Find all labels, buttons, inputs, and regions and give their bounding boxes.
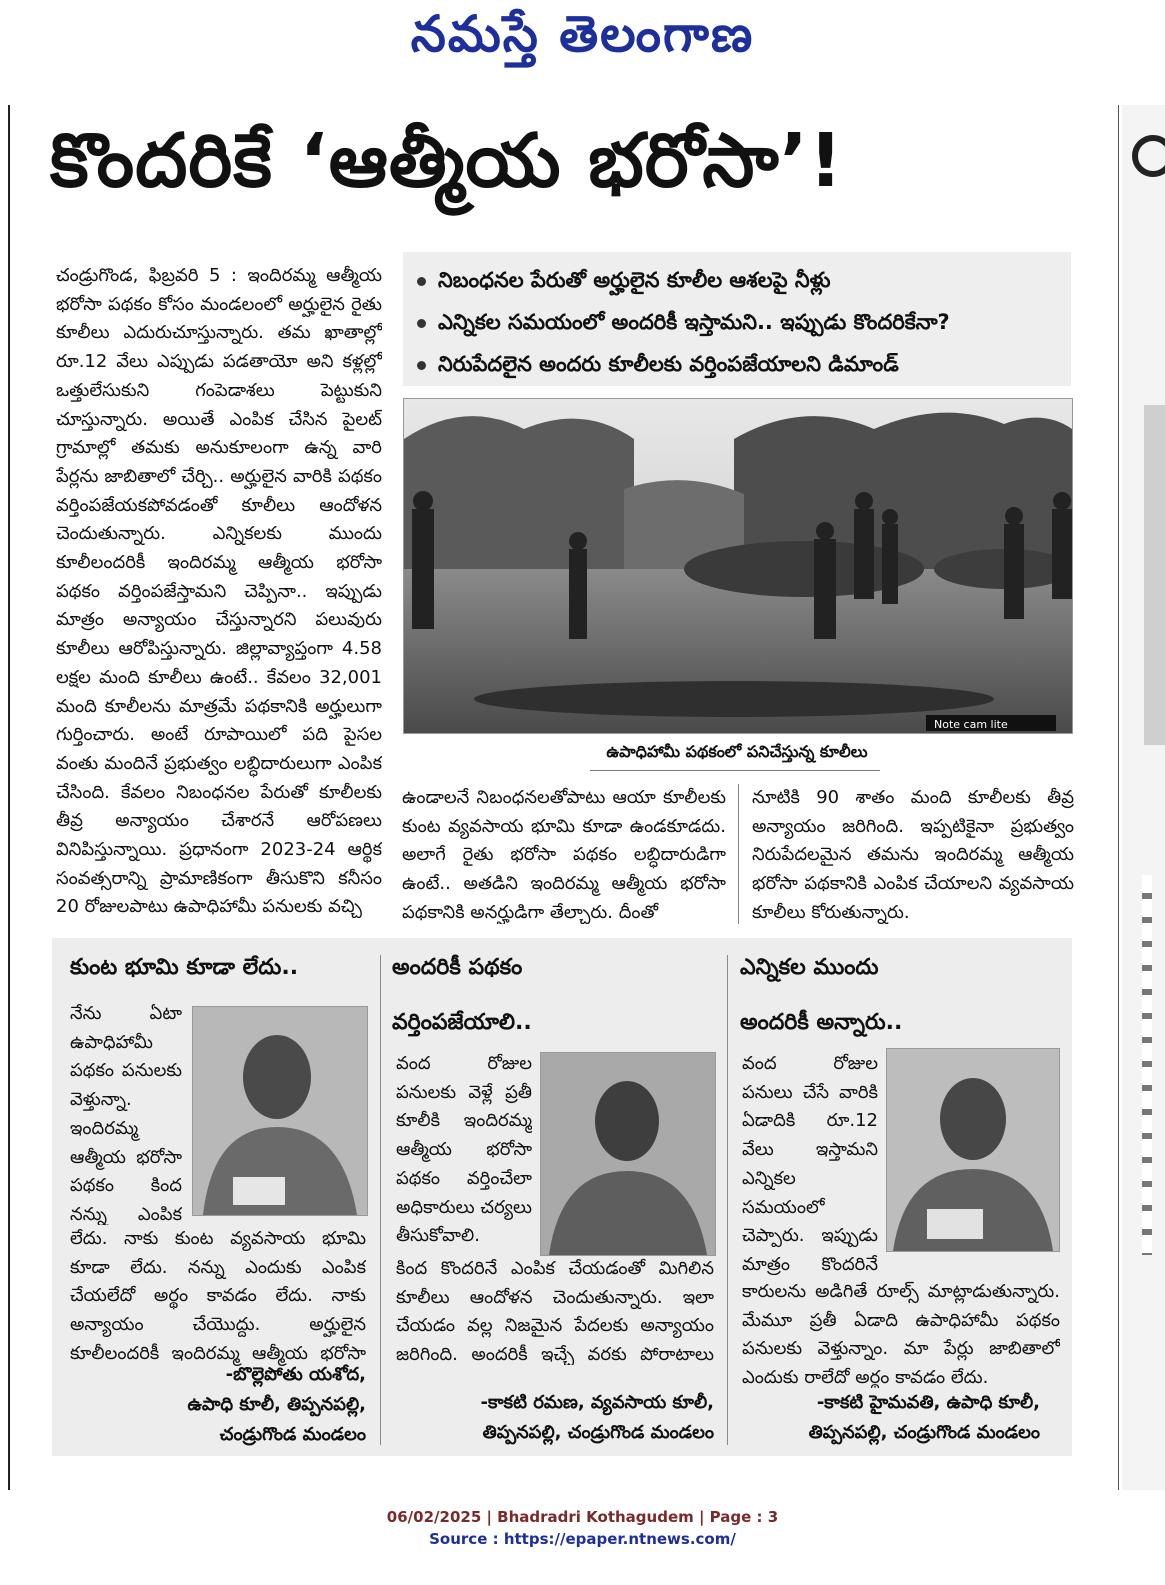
quote-3-text: కారులను అడిగితే రూల్స్ మాట్లాడుతున్నారు. మేమూ ప్రతీ ఏడాది ఉపాధిహామీ పథకం పనులకు వెళ్తున్నాం. మా పేర్లు జాబితాలో ఎందుకు రాలేదో అర్థం కావడం లేదు.	[742, 1281, 1060, 1388]
highlights-box	[403, 252, 1071, 386]
quote-1-title: కుంట భూమి కూడా లేదు..	[70, 955, 299, 980]
quote-2-side-text: వంద రోజుల పనులకు వెళ్లే ప్రతీ కూలీకి ఇందిరమ్మ ఆత్మీయ భరోసా పథకం వర్తించేలా అధికారులు చర్యలు తీసుకోవాలి.	[396, 1053, 532, 1247]
quote-1-side-text: నేను ఏటా ఉపాధిహామీ పథకం పనులకు వెళ్తున్నా. ఇందిరమ్మ ఆత్మీయ భరోసా పథకం కింద నన్ను ఎంపిక	[70, 1003, 182, 1225]
quote-3-side-text: వంద రోజుల పనులు చేసే వారికి ఏడాదికి రూ.12 వేలు ఇస్తామని ఎన్నికల సమయంలో చెప్పారు. ఇప్పుడు మాత్రం కొందరినే	[742, 1053, 878, 1275]
quote-1-portrait	[192, 1006, 368, 1216]
main-photo	[403, 398, 1073, 734]
article-column-3: నూటికి 90 శాతం మంది కూలీలకు తీవ్ర అన్యాయం జరిగింది. ఇప్పటికైనా ప్రభుత్వం నిరుపేదలమైన తమను ఇందిరమ్మ ఆత్మీయ భరోసా పథకానికి ఎంపిక చేయాలని వ్యవసాయ కూలీలు కోరుతున్నారు.	[752, 787, 1074, 923]
quote-1-text: లేదు. నాకు కుంట వ్యవసాయ భూమి కూడా లేదు. నన్ను ఎందుకు ఎంపిక చేయలేదో అర్థం కావడం లేదు. నాకు అన్యాయం చేయొద్దు. అర్హులైన కూలీలందరికీ ఇందిరమ్మ ఆత్మీయ భరోసా	[70, 1228, 366, 1364]
column-divider	[738, 784, 739, 924]
article-column-1: చండ్రుగొండ, ఫిబ్రవరి 5 : ఇందిరమ్మ ఆత్మీయ భరోసా పథకం కోసం మండలంలో అర్హులైన రైతు కూలీలు ఎదురుచూస్తున్నారు. తమ ఖాతాల్లో రూ.12 వేలు ఎప్పుడు పడతాయో అని కళ్లల్లో ఒత్తులేసుకుని గంపెడాశలు పెట్టుకుని చూస్తున్నారు. అయితే ఎంపిక చేసిన పైలట్ గ్రామాల్లో తమకు అనుకూలంగా ఉన్న వారి పేర్లను జాబితాలో చేర్చి.. అర్హులైన వారికి పథకం వర్తింపజేయకపోవడంతో కూలీలు ఆందోళన చెందుతున్నారు. ఎన్నికలకు ముందు కూలీలందరికీ ఇందిరమ్మ ఆత్మీయ భరోసా పథకం వర్తింపజేస్తామని చెప్పినా.. ఇప్పుడు మాత్రం అన్యాయం చేస్తున్నారని పలువురు కూలీలు ఆరోపిస్తున్నారు. జిల్లావ్యాప్తంగా 4.58 లక్షల మంది కూలీలు ఉంటే.. కేవలం 32,001 మంది కూలీలను మాత్రమే పథకానికి అర్హులుగా గుర్తించారు. అంటే రూపాయిలో పది పైసల వంతు మందినే ప్రభుత్వం లబ్ధిదారులుగా ఎంపిక చేసింది. కేవలం నిబంధనల పేరుతో కూలీలకు తీవ్ర అన్యాయం చేశారనే ఆరోపణలు వినిపిస్తున్నాయి. ప్రధానంగా 2023-24 ఆర్థిక సంవత్సరాన్ని ప్రామాణికంగా తీసుకొని కనీసం 20 రోజులపాటు ఉపాధిహామీ పనులకు వచ్చి	[56, 265, 382, 918]
portrait-icon	[193, 1007, 367, 1215]
quote-2-sig-line-2: తిప్పనపల్లి, చండ్రుగొండ మండలం	[482, 1422, 714, 1443]
headline: కొందరికే ‘ఆత్మీయ భరోసా’!	[50, 118, 844, 204]
adjacent-page-strip	[1122, 105, 1165, 1490]
quote-3-portrait	[886, 1048, 1060, 1252]
quote-3-signature	[740, 1388, 1040, 1448]
right-edge-rule	[1118, 105, 1119, 1490]
highlight-item-1: నిబంధనల పేరుతో అర్హులైన కూలీల ఆశలపై నీళ్లు	[417, 268, 831, 298]
left-edge-rule	[8, 105, 10, 1490]
quote-3-title-line-2: అందరికీ అన్నారు..	[740, 1010, 903, 1035]
quote-2-sig-line-1: -కాకటి రమణ, వ్యవసాయ కూలీ,	[480, 1392, 714, 1413]
quote-2-title-line-2: వర్తింపజేయాలి..	[392, 1010, 532, 1035]
quote-1-sig-line-3: చండ్రుగొండ మండలం	[219, 1424, 366, 1445]
footer-date-page: 06/02/2025 | Bhadradri Kothagudem | Page : 3	[386, 1508, 779, 1526]
quote-2-portrait	[540, 1052, 716, 1256]
photo-watermark: Note cam lite	[934, 718, 1008, 731]
highlight-item-2: ఎన్నికల సమయంలో అందరికీ ఇస్తామని.. ఇప్పుడు కొందరికేనా?	[417, 310, 950, 340]
masthead-title: నమస్తే తెలంగాణ	[410, 4, 755, 63]
quote-divider-1	[380, 955, 381, 1445]
quote-divider-2	[727, 955, 728, 1445]
photo-caption: ఉపాధిహామీ పథకంలో పనిచేస్తున్న కూలీలు	[606, 742, 868, 761]
quote-2-text: కింద కొందరినే ఎంపిక చేయడంతో మిగిలిన కూలీలు ఆందోళన చెందుతున్నారు. ఇలా చేయడం వల్ల నిజమైన పేదలకు అన్యాయం జరిగింది. అందరికీ ఇచ్చే వరకు పోరాటాలు	[396, 1258, 714, 1365]
portrait-icon	[541, 1053, 715, 1255]
quote-3-sig-line-1: -కాకటి హైమవతి, ఉపాధి కూలీ,	[816, 1392, 1040, 1413]
footer-source: Source : https://epaper.ntnews.com/	[429, 1530, 736, 1548]
quote-2-signature	[392, 1388, 714, 1448]
portrait-icon	[887, 1049, 1059, 1251]
article-column-2: ఉండాలనే నిబంధనలతోపాటు ఆయా కూలీలకు కుంట వ్యవసాయ భూమి కూడా ఉండకూడదు. అలాగే రైతు భరోసా పథకం లబ్ధిదారుడిగా ఉంటే.. అతడిని ఇందిరమ్మ ఆత్మీయ భరోసా పథకానికి అనర్హుడిగా తేల్చారు. దీంతో	[402, 787, 726, 923]
workers-photo-illustration	[404, 399, 1072, 733]
quote-1-sig-line-2: ఉపాధి కూలీ, తిప్పనపల్లి,	[187, 1394, 366, 1415]
highlight-item-3: నిరుపేదలైన అందరు కూలీలకు వర్తింపజేయాలని డిమాండ్	[417, 352, 899, 382]
quote-1-signature	[70, 1360, 366, 1450]
quote-1-sig-line-1: -బొల్లెపోతు యశోద,	[225, 1364, 366, 1385]
quote-3-title-line-1: ఎన్నికల ముందు	[740, 955, 879, 980]
quote-3-sig-line-2: తిప్పనపల్లి, చండ్రుగొండ మండలం	[808, 1422, 1040, 1443]
quote-2-title-line-1: అందరికీ పథకం	[392, 955, 523, 980]
caption-underline	[590, 770, 880, 771]
